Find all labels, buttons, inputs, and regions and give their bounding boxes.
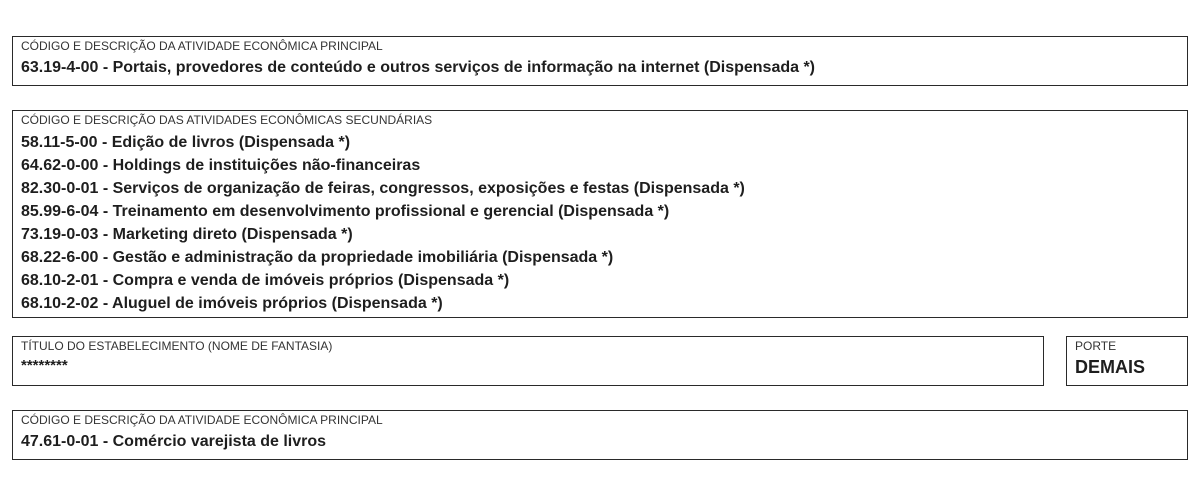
- atividade-principal-value-2: 47.61-0-01 - Comércio varejista de livros: [21, 433, 327, 450]
- atividades-secundarias-label: CÓDIGO E DESCRIÇÃO DAS ATIVIDADES ECONÔMICAS SECUNDÁRIAS: [21, 113, 433, 127]
- titulo-estabelecimento-label: TÍTULO DO ESTABELECIMENTO (NOME DE FANTASIA): [21, 339, 333, 353]
- atividade-secundaria-item: 58.11-5-00 - Edição de livros (Dispensada *): [21, 134, 351, 151]
- atividade-principal-box: [12, 36, 1188, 86]
- atividade-secundaria-item: 64.62-0-00 - Holdings de instituições não-financeiras: [21, 157, 421, 174]
- atividade-secundaria-item: 68.22-6-00 - Gestão e administração da propriedade imobiliária (Dispensada *): [21, 249, 614, 266]
- atividade-secundaria-item: 85.99-6-04 - Treinamento em desenvolvimento profissional e gerencial (Dispensada *): [21, 203, 670, 220]
- porte-value: DEMAIS: [1075, 357, 1146, 377]
- atividades-secundarias-box: [12, 110, 1188, 318]
- atividade-secundaria-item: 68.10-2-02 - Aluguel de imóveis próprios (Dispensada *): [21, 295, 443, 312]
- atividade-principal-label: CÓDIGO E DESCRIÇÃO DA ATIVIDADE ECONÔMICA PRINCIPAL: [21, 39, 383, 53]
- titulo-estabelecimento-box: [12, 336, 1044, 386]
- atividade-secundaria-item: 73.19-0-03 - Marketing direto (Dispensada *): [21, 226, 353, 243]
- atividades-secundarias-list: [21, 131, 745, 315]
- porte-box: [1066, 336, 1188, 386]
- atividade-secundaria-item: 82.30-0-01 - Serviços de organização de feiras, congressos, exposições e festas (Dispensada *): [21, 180, 745, 197]
- atividade-principal-box-2: [12, 410, 1188, 460]
- atividade-secundaria-item: 68.10-2-01 - Compra e venda de imóveis próprios (Dispensada *): [21, 272, 510, 289]
- porte-label: PORTE: [1075, 339, 1117, 353]
- atividade-principal-label-2: CÓDIGO E DESCRIÇÃO DA ATIVIDADE ECONÔMICA PRINCIPAL: [21, 413, 383, 427]
- atividade-principal-value: 63.19-4-00 - Portais, provedores de conteúdo e outros serviços de informação na internet (Dispensada *): [21, 59, 816, 76]
- titulo-estabelecimento-value: ********: [21, 357, 68, 374]
